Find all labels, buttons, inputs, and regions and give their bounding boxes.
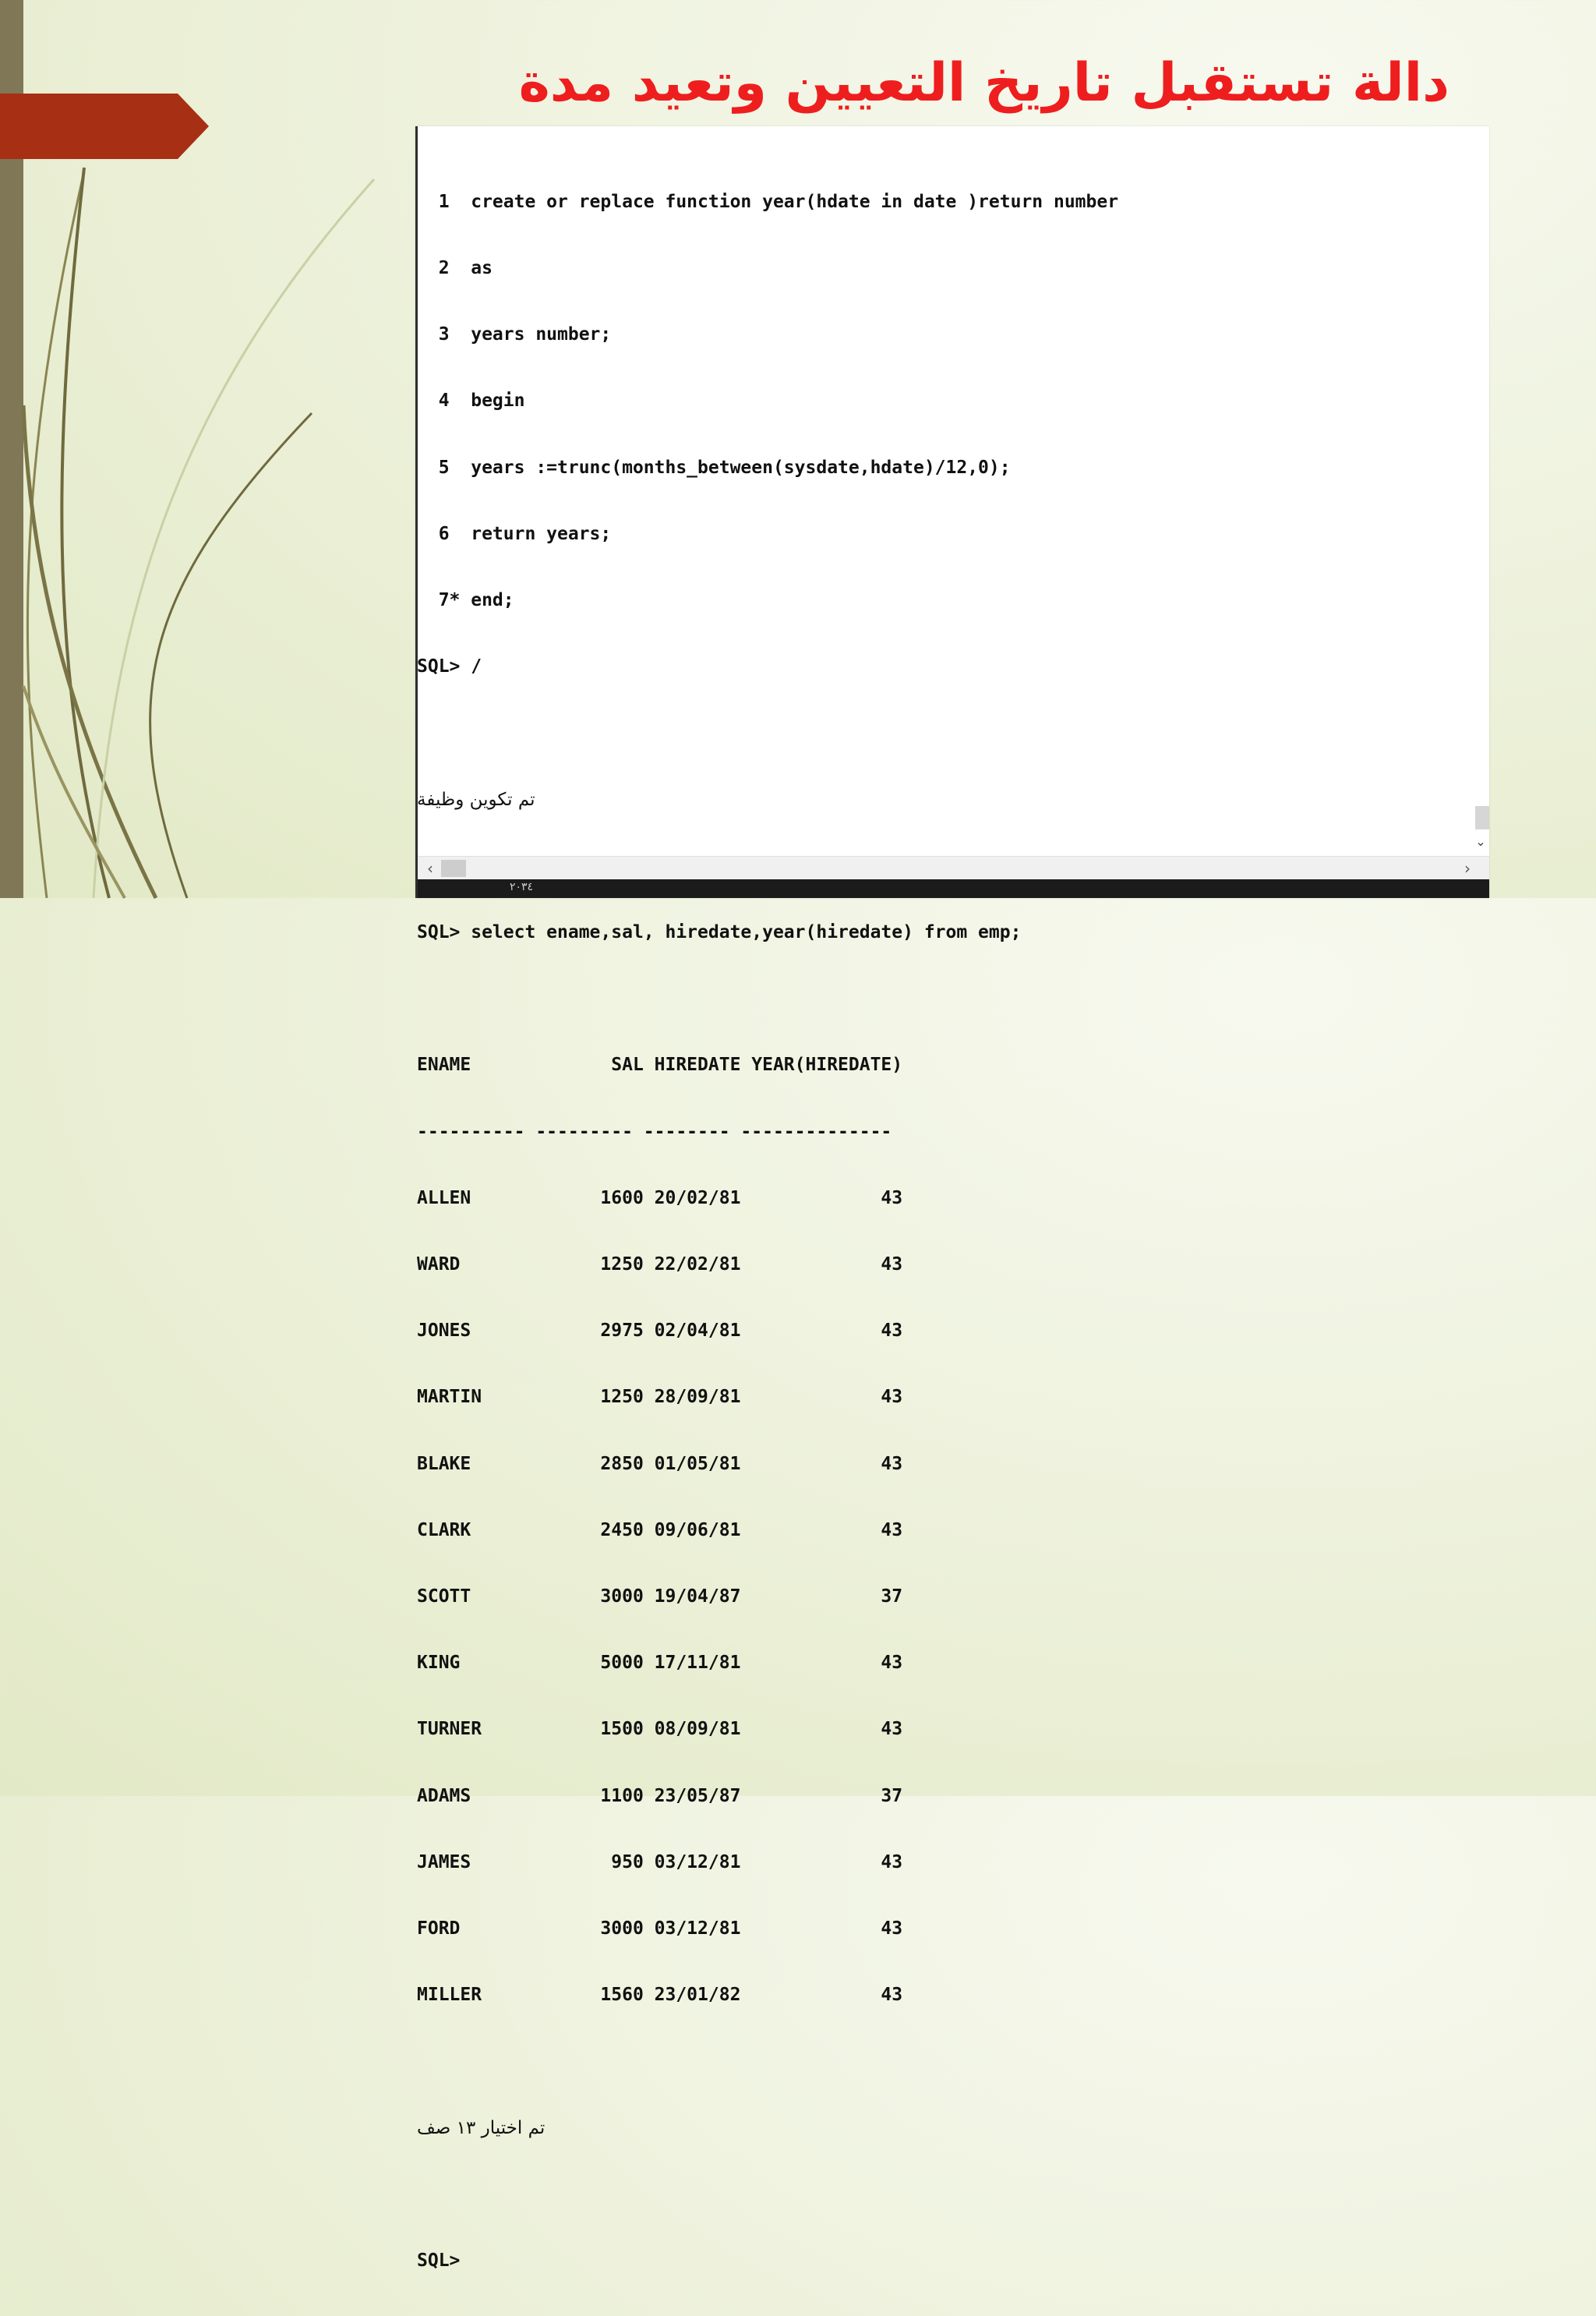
- table-row: JONES 2975 02/04/81 43: [417, 1321, 903, 1342]
- rows-selected-message: تم اختيار ١٣ صف: [417, 2117, 546, 2138]
- table-row: ALLEN 1600 20/02/81 43: [417, 1187, 903, 1208]
- arrow-tab-shape: [0, 94, 209, 159]
- horizontal-scroll-thumb[interactable]: [441, 860, 466, 877]
- sql-terminal-window[interactable]: [415, 126, 1489, 2272]
- table-row: JAMES 950 03/12/81 43: [417, 1851, 903, 1872]
- function-line-2: 2 as: [417, 258, 493, 279]
- function-line-3: 3 years number;: [417, 324, 612, 345]
- function-line-6: 6 return years;: [417, 523, 612, 544]
- table-separator: ---------- --------- -------- --------------: [417, 1121, 892, 1142]
- table-row: CLARK 2450 09/06/81 43: [417, 1519, 903, 1540]
- blank-line: [417, 722, 1453, 744]
- table-row: WARD 1250 22/02/81 43: [417, 1254, 903, 1275]
- horizontal-scrollbar[interactable]: [418, 856, 1489, 880]
- blank-line: [417, 988, 1453, 1009]
- chevron-right-icon[interactable]: ›: [1464, 859, 1471, 878]
- sql-prompt-slash: SQL> /: [417, 656, 482, 677]
- table-row: TURNER 1500 08/09/81 43: [417, 1719, 903, 1740]
- sql-final-prompt[interactable]: SQL>: [417, 2251, 461, 2272]
- function-line-1: 1 create or replace function year(hdate in date )return number: [417, 191, 1119, 212]
- function-line-5: 5 years :=trunc(months_between(sysdate,hdate)/12,0);: [417, 457, 1011, 478]
- function-line-4: 4 begin: [417, 391, 525, 412]
- select-command: SQL> select ename,sal, hiredate,year(hiredate) from emp;: [417, 922, 1022, 943]
- table-row: MARTIN 1250 28/09/81 43: [417, 1387, 903, 1408]
- chevron-down-icon[interactable]: ⌄: [1475, 834, 1486, 849]
- table-row: SCOTT 3000 19/04/87 37: [417, 1586, 903, 1607]
- taskbar-text: ٢٠٣٤: [510, 881, 534, 893]
- slide-title: دالة تستقبل تاريخ التعيين وتعيد مدة: [518, 52, 1449, 114]
- table-row: FORD 3000 03/12/81 43: [417, 1918, 903, 1939]
- table-row: ADAMS 1100 23/05/87 37: [417, 1785, 903, 1806]
- table-row: KING 5000 17/11/81 43: [417, 1653, 903, 1674]
- chevron-left-icon[interactable]: ‹: [427, 859, 433, 878]
- table-row: BLAKE 2850 01/05/81 43: [417, 1453, 903, 1474]
- blank-line: [417, 2051, 1453, 2073]
- table-row: MILLER 1560 23/01/82 43: [417, 1985, 903, 2006]
- table-header: ENAME SAL HIREDATE YEAR(HIREDATE): [417, 1055, 903, 1076]
- function-created-message: تم تكوين وظيفة: [417, 789, 535, 810]
- function-line-7: 7* end;: [417, 590, 514, 611]
- blank-line: [417, 2183, 1453, 2205]
- vertical-scrollbar[interactable]: [1472, 126, 1489, 853]
- vertical-scroll-thumb[interactable]: [1475, 806, 1489, 829]
- taskbar: [418, 879, 1489, 898]
